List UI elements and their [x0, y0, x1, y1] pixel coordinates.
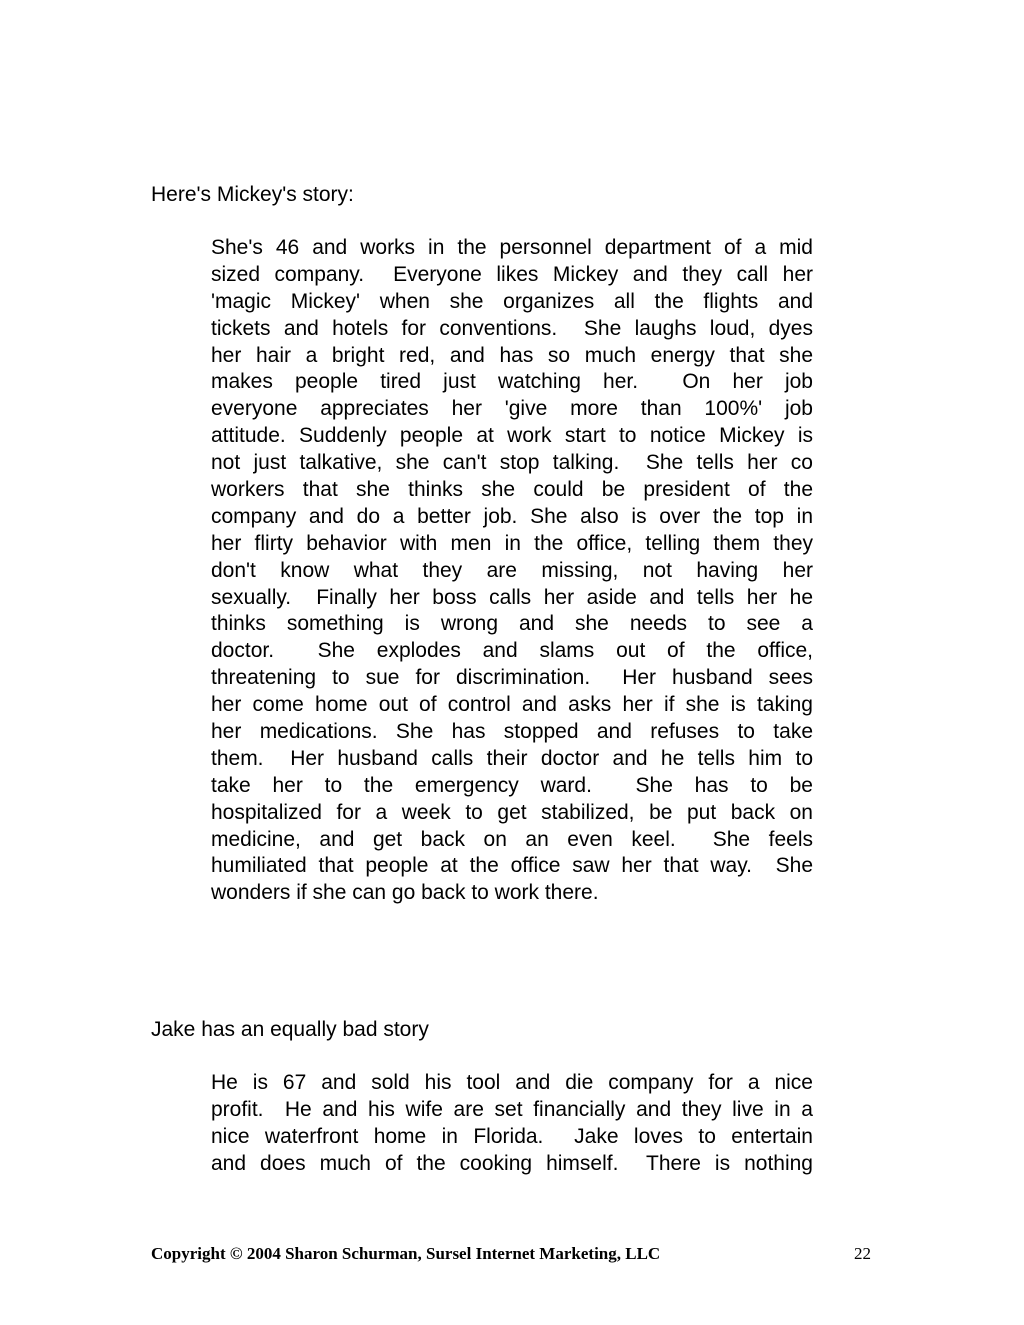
text-line: workers that she thinks she could be president of the: [211, 478, 813, 502]
text-line: everyone appreciates her 'give more than 100%' job: [211, 397, 813, 421]
text-line: wonders if she can go back to work there.: [211, 881, 599, 905]
text-line: profit. He and his wife are set financially and they live in a: [211, 1097, 813, 1121]
text-line: She's 46 and works in the personnel department of a mid: [211, 236, 813, 259]
text-line: nice waterfront home in Florida. Jake loves to entertain: [211, 1124, 813, 1148]
text-line: take her to the emergency ward. She has to be: [211, 773, 813, 797]
section-heading-jake: Jake has an equally bad story: [151, 1018, 429, 1041]
text-line: makes people tired just watching her. On her job: [211, 370, 813, 394]
text-line: her hair a bright red, and has so much energy that she: [211, 343, 813, 367]
text-line: hospitalized for a week to get stabilized, be put back on: [211, 800, 813, 824]
story-paragraph-mickey: [211, 235, 813, 907]
text-line: medicine, and get back on an even keel. She feels: [211, 827, 813, 851]
text-line: thinks something is wrong and she needs to see a: [211, 612, 813, 636]
text-line: company and do a better job. She also is over the top in: [211, 504, 813, 528]
text-line: humiliated that people at the office saw her that way. She: [211, 854, 813, 878]
text-line: threatening to sue for discrimination. Her husband sees: [211, 666, 813, 690]
text-line: sexually. Finally her boss calls her aside and tells her he: [211, 585, 813, 609]
text-line: attitude. Suddenly people at work start to notice Mickey is: [211, 424, 813, 448]
text-line: tickets and hotels for conventions. She laughs loud, dyes: [211, 316, 813, 340]
text-line: don't know what they are missing, not having her: [211, 558, 813, 582]
text-line: sized company. Everyone likes Mickey and they call her: [211, 262, 813, 286]
footer-copyright: Copyright © 2004 Sharon Schurman, Sursel Internet Marketing, LLC: [151, 1244, 661, 1263]
text-line: He is 67 and sold his tool and die company for a nice: [211, 1071, 813, 1094]
section-heading-mickey: Here's Mickey's story:: [151, 183, 354, 206]
text-line: them. Her husband calls their doctor and he tells him to: [211, 746, 813, 770]
text-line: her come home out of control and asks her if she is taking: [211, 693, 813, 717]
text-line: her medications. She has stopped and refuses to take: [211, 720, 813, 744]
text-line: not just talkative, she can't stop talking. She tells her co: [211, 451, 813, 475]
text-line: 'magic Mickey' when she organizes all the flights and: [211, 289, 813, 313]
story-paragraph-jake: [211, 1070, 813, 1178]
text-line: doctor. She explodes and slams out of the office,: [211, 639, 813, 663]
text-line: her flirty behavior with men in the office, telling them they: [211, 531, 813, 555]
text-line: and does much of the cooking himself. There is nothing: [211, 1151, 813, 1175]
page-number: 22: [854, 1244, 871, 1263]
